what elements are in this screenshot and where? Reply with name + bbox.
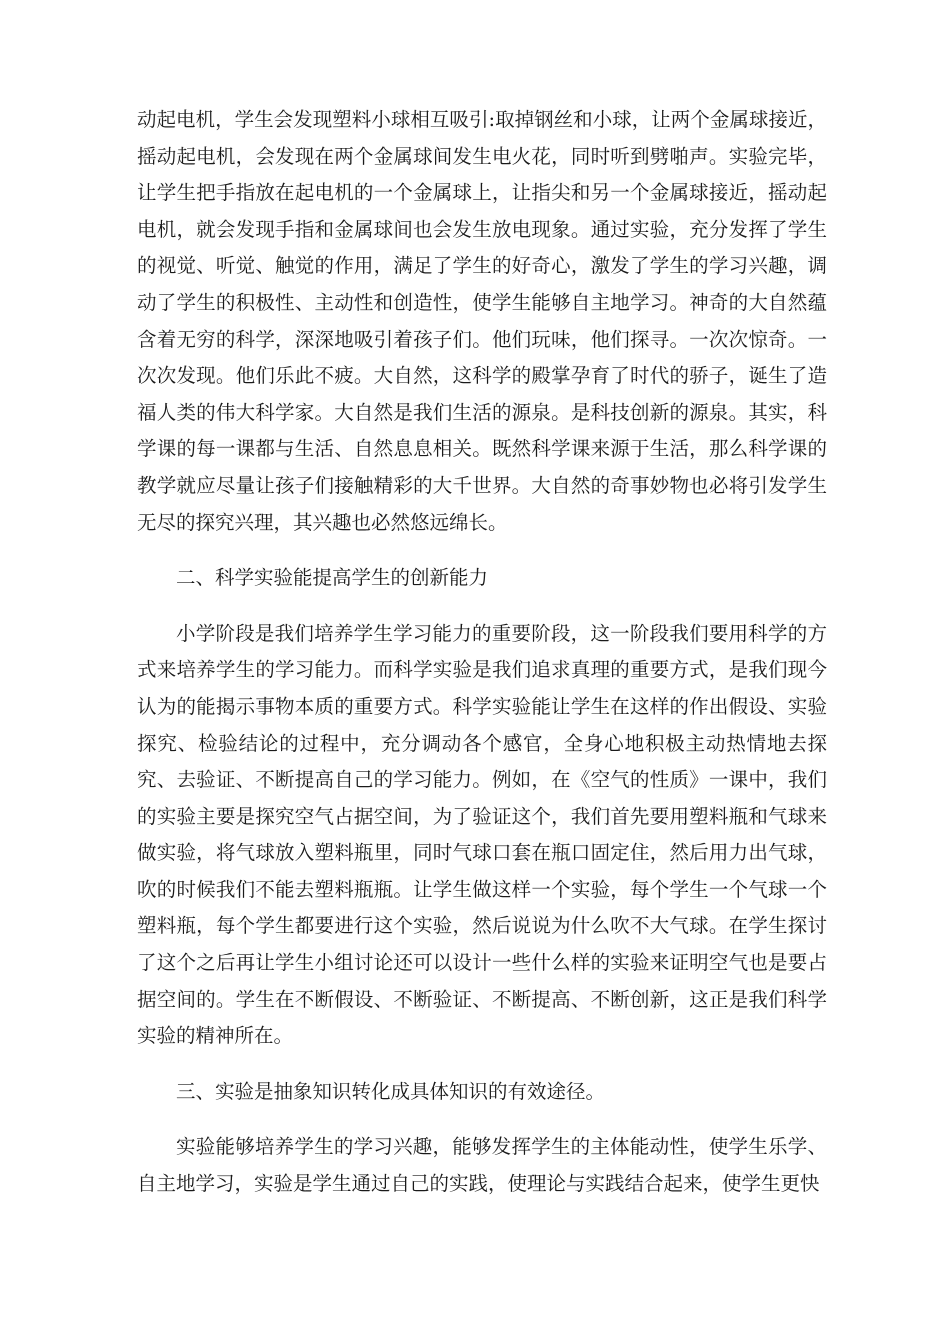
paragraph-section-2: 小学阶段是我们培养学生学习能力的重要阶段，这一阶段我们要用科学的方式来培养学生的学习能力。而科学实验是我们追求真理的重要方式，是我们现今认为的能揭示事物本质的重要方式。科学实验能让学生在这样的作出假设、实验探究、检验结论的过程中，充分调动各个感官，全身心地积极主动热情地去探究、去验证、不断提高自己的学习能力。例如，在《空气的性质》一课中，我们的实验主要是探究空气占据空间，为了验证这个，我们首先要用塑料瓶和气球来做实验，将气球放入塑料瓶里，同时气球口套在瓶口固定住，然后用力出气球，吹的时候我们不能去塑料瓶瓶。让学生做这样一个实验，每个学生一个气球一个塑料瓶，每个学生都要进行这个实验，然后说说为什么吹不大气球。在学生探讨了这个之后再让学生小组讨论还可以设计一些什么样的实验来证明空气也是要占据空间的。学生在不断假设、不断验证、不断提高、不断创新，这正是我们科学实验的精神所在。 <box>137 621 827 1048</box>
document-body <box>137 102 827 1203</box>
paragraph-section-3: 实验能够培养学生的学习兴趣，能够发挥学生的主体能动性，使学生乐学、自主地学习，实验是学生通过自己的实践，使理论与实践结合起来，使学生更快 <box>137 1135 827 1196</box>
section-heading-2: 二、科学实验能提高学生的创新能力 <box>176 566 489 590</box>
paragraph-continued: 动起电机，学生会发现塑料小球相互吸引:取掉钢丝和小球，让两个金属球接近，摇动起电机，会发现在两个金属球间发生电火花，同时听到劈啪声。实验完毕，让学生把手指放在起电机的一个金属球上，让指尖和另一个金属球接近，摇动起电机，就会发现手指和金属球间也会发生放电现象。通过实验，充分发挥了学生的视觉、听觉、触觉的作用，满足了学生的好奇心，激发了学生的学习兴趣，调动了学生的积极性、主动性和创造性，使学生能够自主地学习。神奇的大自然蕴含着无穷的科学，深深地吸引着孩子们。他们玩味，他们探寻。一次次惊奇。一次次发现。他们乐此不疲。大自然，这科学的殿掌孕育了时代的骄子，诞生了造福人类的伟大科学家。大自然是我们生活的源泉。是科技创新的源泉。其实，科学课的每一课都与生活、自然息息相关。既然科学课来源于生活，那么科学课的教学就应尽量让孩子们接触精彩的大千世界。大自然的奇事妙物也必将引发学生无尽的探究兴理，其兴趣也必然悠远绵长。 <box>137 108 827 534</box>
section-heading-3: 三、实验是抽象知识转化成具体知识的有效途径。 <box>176 1079 606 1103</box>
